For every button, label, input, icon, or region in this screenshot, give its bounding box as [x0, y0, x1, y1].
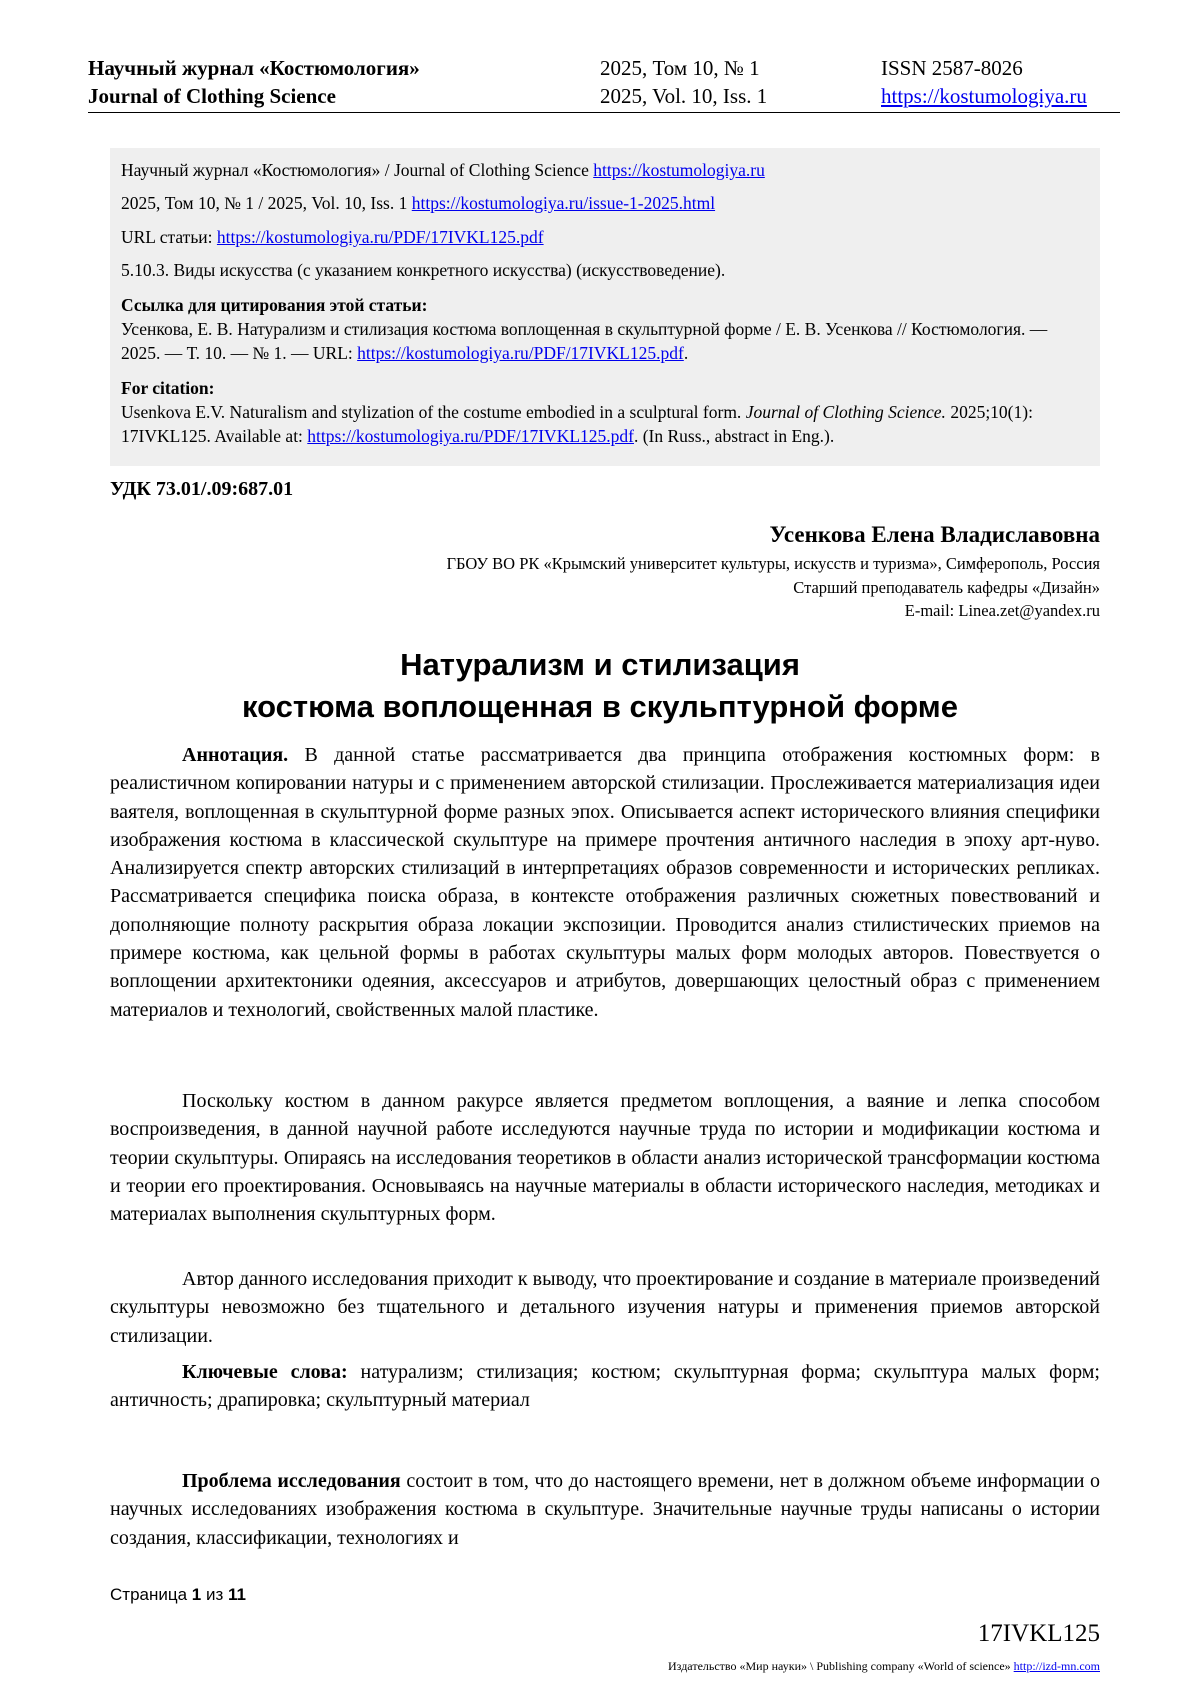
info-journal-line	[121, 158, 1091, 182]
issue-ru: 2025, Том 10, № 1	[600, 56, 760, 80]
of-word: из	[201, 1585, 228, 1604]
journal-name-ru: Научный журнал «Костюмология»	[88, 56, 420, 80]
citation-en-end: . (In Russ., abstract in Eng.).	[633, 426, 835, 446]
article-code: 17IVKL125	[977, 1620, 1100, 1647]
abstract-label: Аннотация.	[182, 744, 289, 766]
title-line-1: Натурализм и стилизация	[400, 647, 800, 682]
citation-ru	[121, 293, 1091, 365]
problem-paragraph	[110, 1467, 1100, 1552]
author-email: E-mail: Linea.zet@yandex.ru	[904, 601, 1100, 620]
info-issue-link[interactable]: https://kostumologiya.ru/issue-1-2025.html	[411, 193, 716, 213]
journal-site-link[interactable]: https://kostumologiya.ru	[881, 84, 1087, 108]
author-position: Старший преподаватель кафедры «Дизайн»	[793, 578, 1100, 597]
abstract-paragraph-3: Автор данного исследования приходит к выводу, что проектирование и создание в материале произведений скульптуры невозможно без тщательного и детального изучения натуры и применения приемов авторской стилизации.	[110, 1268, 1100, 1347]
keywords-label: Ключевые слова:	[182, 1361, 348, 1383]
citation-en-link[interactable]: https://kostumologiya.ru/PDF/17IVKL125.pdf	[307, 426, 634, 446]
author-affiliation: ГБОУ ВО РК «Крымский университет культуры, искусств и туризма», Симферополь, Россия	[446, 554, 1100, 573]
citation-en-label: For citation:	[121, 378, 215, 398]
page-counter	[110, 1585, 246, 1605]
info-url-line	[121, 225, 1091, 249]
publisher-text: Издательство «Мир науки» \ Publishing company «World of science»	[668, 1659, 1014, 1673]
citation-ru-end: .	[683, 343, 689, 363]
info-journal-link[interactable]: https://kostumologiya.ru	[593, 160, 765, 180]
info-issue-text: 2025, Том 10, № 1 / 2025, Vol. 10, Iss. 1	[121, 193, 412, 213]
keywords-text: натурализм; стилизация; костюм; скульптурная форма; скульптура малых форм; античность; драпировка; скульптурный материал	[110, 1361, 1100, 1412]
udk-code: УДК 73.01/.09:687.01	[110, 478, 294, 500]
info-article-link[interactable]: https://kostumologiya.ru/PDF/17IVKL125.pdf	[216, 227, 544, 247]
issue-en: 2025, Vol. 10, Iss. 1	[600, 84, 768, 108]
keywords-paragraph	[110, 1358, 1100, 1415]
journal-header	[88, 54, 1120, 113]
title-line-2: костюма воплощенная в скульптурной форме	[242, 689, 958, 724]
journal-name-en: Journal of Clothing Science	[88, 84, 336, 108]
citation-ru-text: Усенкова, Е. В. Натурализм и стилизация костюма воплощенная в скульптурной форме / Е. В. Усенкова // Костюмология. — 2025. — Т. 10. — № 1. — URL:	[121, 319, 1048, 363]
abstract-paragraph-1	[110, 741, 1100, 1024]
header-row-en	[88, 82, 1120, 110]
info-specialty-line: 5.10.3. Виды искусства (с указанием конкретного искусства) (искусствоведение).	[121, 260, 726, 280]
citation-en-text2: 2025;10(1): 17IVKL125. Available at:	[121, 402, 1033, 446]
info-journal-text: Научный журнал «Костюмология» / Journal of Clothing Science	[121, 160, 594, 180]
header-row-ru	[88, 54, 1120, 82]
issn: ISSN 2587-8026	[881, 56, 1023, 80]
problem-text: состоит в том, что до настоящего времени, нет в должном объеме информации о научных исследованиях изображения костюма в скульптуре. Значительные научные труды написаны о истории создания, классификации, технологиях и	[110, 1470, 1100, 1549]
citation-ru-label: Ссылка для цитирования этой статьи:	[121, 295, 428, 315]
page-word: Страница	[110, 1585, 192, 1604]
publisher-link[interactable]: http://izd-mn.com	[1013, 1659, 1100, 1673]
info-url-label: URL статьи:	[121, 227, 217, 247]
page-total: 11	[228, 1585, 246, 1604]
page-number: 1	[191, 1585, 202, 1604]
article-title	[0, 644, 1200, 728]
abstract-text-1: В данной статье рассматривается два принципа отображения костюмных форм: в реалистичном копировании натуры и с применением авторской стилизации. Прослеживается материализация идеи ваятеля, воплощенная в скульптурной форме разных эпох. Описывается аспект исторического влияния специфики изображения костюма в классической скульптуре на примере прочтения античного наследия в эпоху арт-нуво. Анализируется спектр авторских стилизаций в интерпретациях образов современности и исторических репликах. Рассматривается специфика поиска образа, в контексте отображения различных сюжетных повествований и дополняющие полноту раскрытия образа локации экспозиции. Проводится анализ стилистических приемов на примере костюма, как цельной формы в работах скульптуры малых форм молодых авторов. Повествуется о воплощении архитектоники одеяния, аксессуаров и атрибутов, довершающих целостный образ с применением материалов и технологий, свойственных малой пластике.	[110, 744, 1100, 1021]
citation-ru-link[interactable]: https://kostumologiya.ru/PDF/17IVKL125.pdf	[357, 343, 684, 363]
author-name: Усенкова Елена Владиславовна	[769, 522, 1100, 547]
problem-label: Проблема исследования	[182, 1470, 401, 1492]
article-info-box	[110, 148, 1100, 466]
info-issue-line	[121, 191, 1091, 215]
citation-en	[121, 376, 1091, 448]
citation-en-journal: Journal of Clothing Science.	[745, 402, 946, 422]
publisher-line	[668, 1659, 1100, 1674]
abstract-paragraph-2: Поскольку костюм в данном ракурсе является предметом воплощения, а ваяние и лепка способом воспроизведения, в данной научной работе исследуются научные труда по истории и модификации костюма и теории скульптуры. Опираясь на исследования теоретиков в области анализ исторической трансформации костюма и теории его проектирования. Основываясь на научные материалы в области исторического наследия, методиках и материалах выполнения скульптурных форм.	[110, 1090, 1100, 1226]
citation-en-text1: Usenkova E.V. Naturalism and stylization of the costume embodied in a sculptural form.	[121, 402, 746, 422]
